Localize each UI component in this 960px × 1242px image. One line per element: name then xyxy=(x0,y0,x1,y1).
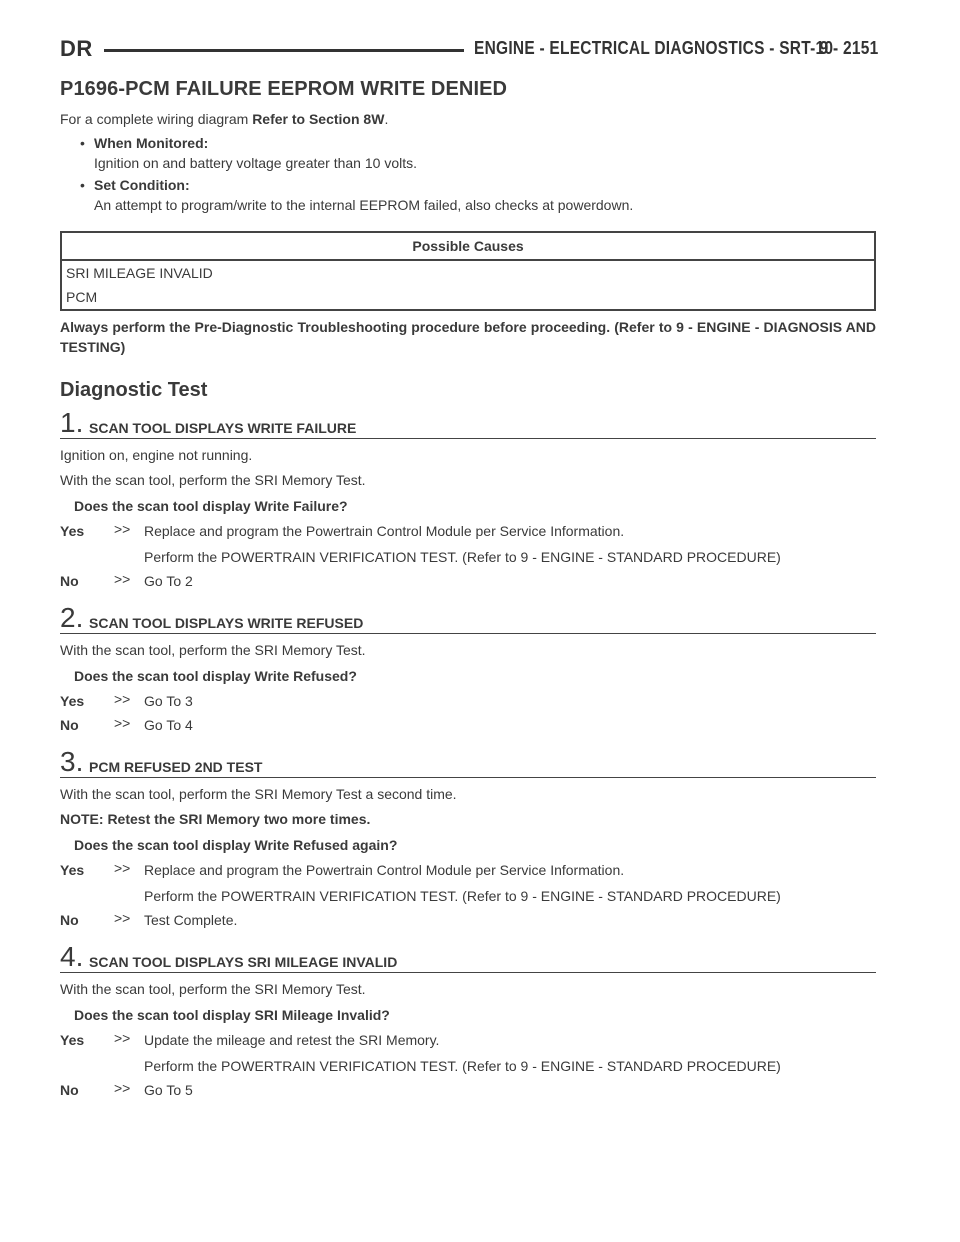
arrow-icon: >> xyxy=(114,1030,131,1046)
step-title: PCM REFUSED 2ND TEST xyxy=(89,759,263,775)
monitor-label: Set Condition: xyxy=(94,177,190,193)
wiring-prefix: For a complete wiring diagram xyxy=(60,111,249,127)
step-number: 3. xyxy=(60,746,84,777)
cause-row: SRI MILEAGE INVALID xyxy=(61,260,875,285)
dtc-title: P1696-PCM FAILURE EEPROM WRITE DENIED xyxy=(60,78,508,100)
cause-row: PCM xyxy=(61,285,875,310)
answer-action: Replace and program the Powertrain Control Module per Service Information. xyxy=(144,862,625,878)
arrow-icon: >> xyxy=(114,910,131,926)
arrow-icon: >> xyxy=(114,860,131,876)
wiring-suffix: . xyxy=(384,111,389,127)
header-title: ENGINE - ELECTRICAL DIAGNOSTICS - SRT-10 xyxy=(474,38,834,58)
answer-yes xyxy=(60,691,876,711)
diagnostic-test-heading: Diagnostic Test xyxy=(60,379,208,401)
bullet-icon: • xyxy=(80,135,85,151)
pre-diagnostic-note: Always perform the Pre-Diagnostic Troubleshooting procedure before proceeding. (Refer to 9 - ENGINE - DIAGNOSIS AND TESTING) xyxy=(60,319,876,355)
header-rule xyxy=(104,49,464,52)
step-number: 4. xyxy=(60,941,84,972)
step-question: Does the scan tool display Write Refused again? xyxy=(74,837,398,853)
step-title: SCAN TOOL DISPLAYS WRITE FAILURE xyxy=(89,420,357,436)
step-instruction: With the scan tool, perform the SRI Memory Test. xyxy=(60,981,366,997)
answer-yes-label: Yes xyxy=(60,1032,85,1048)
monitor-list xyxy=(60,133,876,215)
step-body xyxy=(60,979,876,1100)
arrow-icon: >> xyxy=(114,691,131,707)
wiring-ref-link[interactable]: Refer to Section 8W xyxy=(252,111,385,127)
answer-action: Perform the POWERTRAIN VERIFICATION TEST. (Refer to 9 - ENGINE - STANDARD PROCEDURE) xyxy=(144,1058,781,1074)
step-instruction: Ignition on, engine not running. xyxy=(60,447,253,463)
step-header xyxy=(60,941,876,973)
goto-link[interactable]: Go To 2 xyxy=(144,573,193,589)
goto-link[interactable]: Go To 3 xyxy=(144,693,193,709)
step-instruction: With the scan tool, perform the SRI Memory Test a second time. xyxy=(60,786,457,802)
header-section-code: DR xyxy=(60,36,93,61)
step-question: Does the scan tool display Write Failure? xyxy=(74,498,348,514)
answer-action: Update the mileage and retest the SRI Memory. xyxy=(144,1032,440,1048)
monitor-label: When Monitored: xyxy=(94,135,209,151)
monitor-item xyxy=(60,133,876,173)
step-body xyxy=(60,640,876,735)
test-step xyxy=(60,602,876,735)
answer-action: Replace and program the Powertrain Control Module per Service Information. xyxy=(144,523,625,539)
test-step xyxy=(60,407,876,591)
answer-no-label: No xyxy=(60,912,79,928)
possible-causes-table xyxy=(60,231,876,311)
answer-yes-label: Yes xyxy=(60,693,85,709)
causes-header: Possible Causes xyxy=(61,232,875,260)
step-instruction: With the scan tool, perform the SRI Memory Test. xyxy=(60,472,366,488)
monitor-item xyxy=(60,175,876,215)
arrow-icon: >> xyxy=(114,571,131,587)
answer-no xyxy=(60,1080,876,1100)
test-step xyxy=(60,746,876,930)
monitor-text: Ignition on and battery voltage greater than 10 volts. xyxy=(94,155,417,171)
answer-no xyxy=(60,910,876,930)
answer-no-label: No xyxy=(60,573,79,589)
goto-link[interactable]: Go To 5 xyxy=(144,1082,193,1098)
arrow-icon: >> xyxy=(114,1080,131,1096)
step-note: NOTE: Retest the SRI Memory two more times. xyxy=(60,811,371,827)
bullet-icon: • xyxy=(80,177,85,193)
wiring-reference xyxy=(60,109,876,129)
step-number: 2. xyxy=(60,602,84,633)
step-question: Does the scan tool display Write Refused? xyxy=(74,668,357,684)
header-page-number: 9 - 2151 xyxy=(819,38,878,58)
step-body xyxy=(60,784,876,930)
step-header xyxy=(60,602,876,634)
page-content xyxy=(60,78,876,1104)
answer-yes xyxy=(60,1030,876,1076)
step-header xyxy=(60,407,876,439)
answer-action: Test Complete. xyxy=(144,912,238,928)
monitor-text: An attempt to program/write to the internal EEPROM failed, also checks at powerdown. xyxy=(94,197,634,213)
goto-link[interactable]: Go To 4 xyxy=(144,717,193,733)
page-header xyxy=(60,36,878,68)
answer-yes-label: Yes xyxy=(60,862,85,878)
answer-no xyxy=(60,715,876,735)
answer-yes xyxy=(60,860,876,906)
arrow-icon: >> xyxy=(114,715,131,731)
answer-action: Perform the POWERTRAIN VERIFICATION TEST. (Refer to 9 - ENGINE - STANDARD PROCEDURE) xyxy=(144,549,781,565)
step-title: SCAN TOOL DISPLAYS SRI MILEAGE INVALID xyxy=(89,954,398,970)
answer-no-label: No xyxy=(60,717,79,733)
step-question: Does the scan tool display SRI Mileage Invalid? xyxy=(74,1007,390,1023)
arrow-icon: >> xyxy=(114,521,131,537)
answer-no xyxy=(60,571,876,591)
answer-yes xyxy=(60,521,876,567)
step-header xyxy=(60,746,876,778)
test-step xyxy=(60,941,876,1100)
answer-yes-label: Yes xyxy=(60,523,85,539)
answer-action: Perform the POWERTRAIN VERIFICATION TEST. (Refer to 9 - ENGINE - STANDARD PROCEDURE) xyxy=(144,888,781,904)
step-instruction: With the scan tool, perform the SRI Memory Test. xyxy=(60,642,366,658)
step-title: SCAN TOOL DISPLAYS WRITE REFUSED xyxy=(89,615,364,631)
step-number: 1. xyxy=(60,407,84,438)
answer-no-label: No xyxy=(60,1082,79,1098)
step-body xyxy=(60,445,876,591)
